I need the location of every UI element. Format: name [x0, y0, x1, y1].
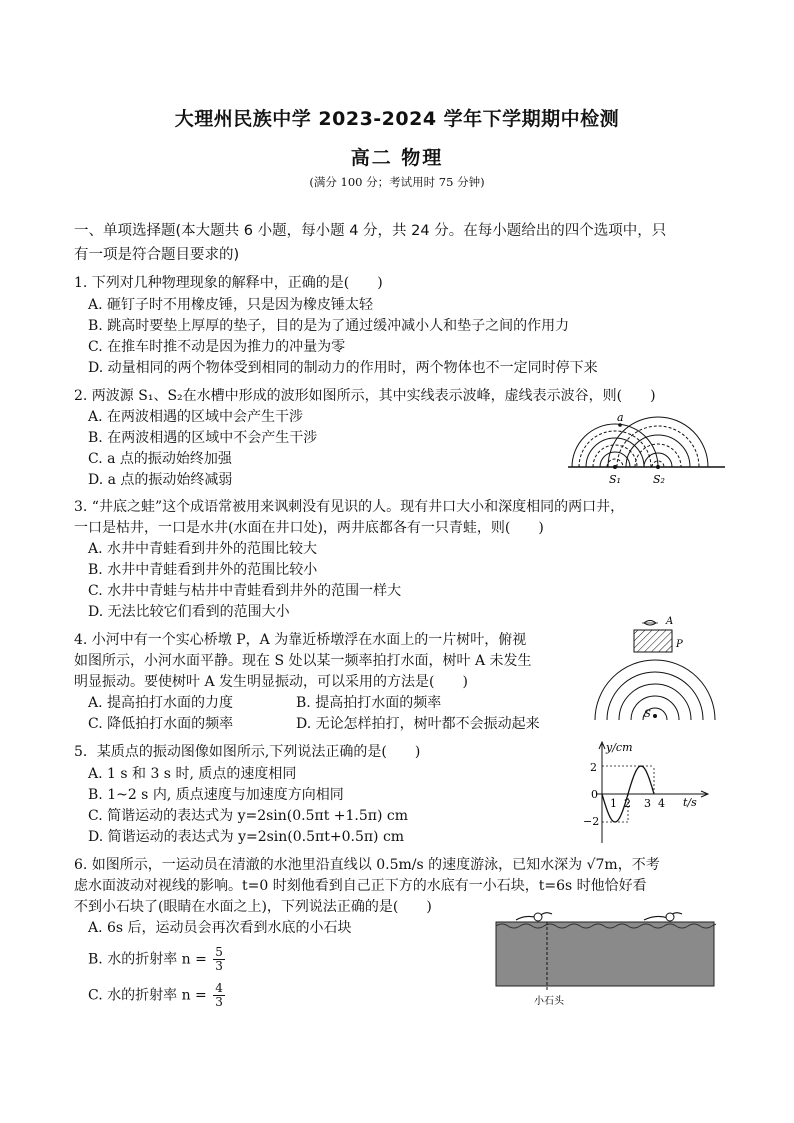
q2-wave-figure: [560, 408, 730, 488]
q4-fig-label-a: A: [666, 616, 674, 627]
q5-ytick-neg2: −2: [583, 815, 600, 828]
q5-xtick-2: 2: [624, 797, 631, 810]
q5-option-d: D. 简谐运动的表达式为 y=2sin(0.5πt+0.5π) cm: [88, 829, 405, 845]
q6-stem-line3: 不到小石块了(眼睛在水面之上)，下列说法正确的是( ): [74, 899, 432, 915]
q4-bridge-figure: [592, 612, 722, 736]
q6-option-c-numerator: 4: [215, 981, 223, 995]
q6-option-b-fraction: [213, 946, 225, 973]
q2-option-c: C. a 点的振动始终加强: [88, 451, 232, 467]
q1-option-a: A. 砸钉子时不用橡皮锤，只是因为橡皮锤太轻: [88, 297, 374, 313]
q5-ytick-2: 2: [590, 761, 597, 774]
q4-option-c: C. 降低拍打水面的频率: [88, 716, 234, 732]
q4-fig-label-s: S: [644, 709, 651, 720]
q3-option-b: B. 水井中青蛙看到井外的范围比较小: [88, 562, 318, 578]
q6-option-c-prefix: C. 水的折射率 n =: [88, 987, 207, 1004]
q6-option-c-denominator: 3: [215, 995, 223, 1009]
q4-option-a: A. 提高拍打水面的力度: [88, 695, 234, 711]
q6-option-c: [88, 982, 225, 1009]
q4-fig-label-p: P: [676, 639, 683, 650]
q5-option-c: C. 简谐运动的表达式为 y=2sin(0.5πt +1.5π) cm: [88, 808, 409, 824]
exam-subtitle: 高二 物理: [350, 147, 444, 169]
q5-xlabel: t/s: [683, 796, 697, 809]
q2-fig-label-a: a: [617, 411, 624, 424]
q4-stem-line3: 明显振动。要使树叶 A 发生明显振动，可以采用的方法是( ): [74, 674, 468, 690]
q6-stem-line1: 6. 如图所示，一运动员在清澈的水池里沿直线以 0.5m/s 的速度游泳，已知水深为 √7m，不考: [74, 857, 660, 873]
q6-option-c-fraction: [213, 982, 225, 1009]
q3-option-d: D. 无法比较它们看到的范围大小: [88, 604, 290, 620]
q3-option-a: A. 水井中青蛙看到井外的范围比较大: [88, 541, 318, 557]
q2-fig-label-s2: S₂: [653, 473, 665, 486]
q6-stem-line2: 虑水面波动对视线的影响。t=0 时刻他看到自己正下方的水底有一小石块，t=6s 时他恰好看: [74, 878, 647, 894]
q2-option-b: B. 在两波相遇的区域中不会产生干涉: [88, 430, 318, 446]
q6-option-b-prefix: B. 水的折射率 n =: [88, 951, 207, 968]
q6-fig-label-stone: 小石头: [534, 996, 564, 1007]
section-heading-line2: 有一项是符合题目要求的): [74, 247, 240, 263]
q2-option-d: D. a 点的振动始终减弱: [88, 472, 233, 488]
q5-option-b: B. 1~2 s 内, 质点速度与加速度方向相同: [88, 787, 344, 803]
q6-option-b: [88, 946, 225, 973]
q2-fig-label-s1: S₁: [609, 473, 621, 486]
exam-title: 大理州民族中学 2023-2024 学年下学期期中检测: [174, 108, 620, 130]
q5-vibration-graph: [580, 738, 714, 848]
q1-option-d: D. 动量相同的两个物体受到相同的制动力的作用时，两个物体也不一定同时停下来: [88, 360, 598, 376]
q6-option-b-numerator: 5: [215, 945, 223, 959]
swimmer-right-icon: [644, 913, 682, 921]
q5-xtick-4: 4: [658, 797, 665, 810]
q6-option-b-denominator: 3: [215, 959, 223, 973]
q4-stem-line2: 如图所示，小河水面平静。现在 S 处以某一频率拍打水面，树叶 A 未发生: [74, 653, 532, 669]
q5-xtick-3: 3: [644, 797, 651, 810]
q5-ytick-0: 0: [591, 788, 598, 801]
q6-option-a: A. 6s 后，运动员会再次看到水底的小石块: [88, 920, 352, 936]
q4-option-b: B. 提高拍打水面的频率: [296, 695, 442, 711]
q6-pool-figure: [494, 906, 716, 1010]
q4-option-d: D. 无论怎样拍打，树叶都不会振动起来: [296, 716, 540, 732]
q2-stem: 2. 两波源 S₁、S₂在水槽中形成的波形如图所示，其中实线表示波峰，虚线表示波谷，则( ): [74, 388, 656, 404]
q3-option-c: C. 水井中青蛙与枯井中青蛙看到井外的范围一样大: [88, 583, 402, 599]
q3-stem-line1: 3. “井底之蛙”这个成语常被用来讽刺没有见识的人。现有井口大小和深度相同的两口井，: [74, 499, 625, 515]
q5-xtick-1: 1: [610, 797, 617, 810]
q5-ylabel: y/cm: [606, 741, 633, 754]
swimmer-left-icon: [516, 913, 552, 921]
q1-stem: 1. 下列对几种物理现象的解释中，正确的是( ): [74, 275, 383, 291]
section-heading-line1: 一、单项选择题(本大题共 6 小题，每小题 4 分，共 24 分。在每小题给出的四个选项中，只: [74, 223, 667, 239]
q3-stem-line2: 一口是枯井，一口是水井(水面在井口处)，两井底都各有一只青蛙，则( ): [74, 520, 544, 536]
q1-option-b: B. 跳高时要垫上厚厚的垫子，目的是为了通过缓冲减小人和垫子之间的作用力: [88, 318, 570, 334]
exam-note: (满分 100 分；考试用时 75 分钟): [309, 175, 485, 189]
q4-stem-line1: 4. 小河中有一个实心桥墩 P，A 为靠近桥墩浮在水面上的一片树叶，俯视: [74, 632, 527, 648]
q2-option-a: A. 在两波相遇的区域中会产生干涉: [88, 409, 304, 425]
q1-option-c: C. 在推车时推不动是因为推力的冲量为零: [88, 339, 346, 355]
q5-option-a: A. 1 s 和 3 s 时, 质点的速度相同: [88, 766, 297, 782]
q5-stem: 5．某质点的振动图像如图所示,下列说法正确的是( ): [74, 744, 421, 760]
